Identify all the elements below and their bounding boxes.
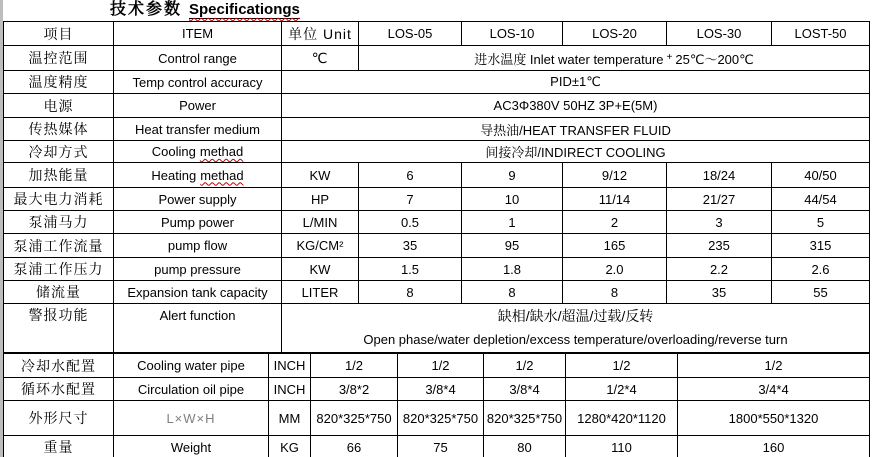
row-label-zh: 电源 <box>4 94 114 118</box>
row-label-en: Pump power <box>114 211 282 234</box>
header-los-05: LOS-05 <box>359 22 462 46</box>
misspelled-word: methad <box>199 144 244 159</box>
row-label-en: Circulation oil pipe <box>114 378 269 401</box>
value-cell: 1/2 <box>398 354 484 378</box>
header-los-10: LOS-10 <box>462 22 563 46</box>
value-cell: 6 <box>359 163 462 188</box>
spec-table-upper <box>3 21 870 353</box>
unit-cell: KG/CM² <box>282 234 359 258</box>
page-title <box>110 0 300 21</box>
row-label-zh: 最大电力消耗 <box>4 188 114 211</box>
header-item-zh: 项目 <box>4 22 114 46</box>
row-label-en: Cooling methad <box>114 141 282 163</box>
header-los-20: LOS-20 <box>563 22 667 46</box>
row-circulation-oil-pipe <box>4 378 870 401</box>
range-values: 25℃～200℃ <box>675 51 754 67</box>
value-cell: 5 <box>772 211 870 234</box>
row-control-range <box>4 46 870 71</box>
alert-line-en: Open phase/water depletion/excess temperature/overloading/reverse turn <box>363 332 788 347</box>
value-cell: 18/24 <box>667 163 772 188</box>
value-cell: 820*325*750 <box>484 401 566 436</box>
row-label-zh: 传热媒体 <box>4 118 114 141</box>
row-temp-accuracy <box>4 71 870 94</box>
row-power-source <box>4 94 870 118</box>
value-cell: 2.2 <box>667 258 772 281</box>
header-los-30: LOS-30 <box>667 22 772 46</box>
row-label-en: Alert function <box>114 304 282 353</box>
row-label-en: Power supply <box>114 188 282 211</box>
row-pump-power <box>4 211 870 234</box>
unit-cell: KW <box>282 258 359 281</box>
value-cell: 2.0 <box>563 258 667 281</box>
value-cell: 66 <box>311 436 398 457</box>
unit-cell: KG <box>269 436 311 457</box>
row-label-zh: 循环水配置 <box>4 378 114 401</box>
row-label-en: pump flow <box>114 234 282 258</box>
title-english: Specificationgs <box>189 1 300 18</box>
value-cell: 1/2 <box>484 354 566 378</box>
row-pump-pressure <box>4 258 870 281</box>
value-cell: 8 <box>359 281 462 304</box>
value-cell: 2.6 <box>772 258 870 281</box>
merged-value-cell: AC3Φ380V 50HZ 3P+E(5M) <box>282 94 870 118</box>
value-cell: 8 <box>462 281 563 304</box>
value-cell: 110 <box>566 436 678 457</box>
misspelled-word: methad <box>200 167 244 183</box>
row-label-zh: 泵浦马力 <box>4 211 114 234</box>
row-label-zh: 外形尺寸 <box>4 401 114 436</box>
value-cell: 8 <box>563 281 667 304</box>
row-label-en: Weight <box>114 436 269 457</box>
row-label-en: Control range <box>114 46 282 71</box>
row-heating-capacity <box>4 163 870 188</box>
value-cell: 0.5 <box>359 211 462 234</box>
value-cell: 3/8*4 <box>398 378 484 401</box>
header-item-en: ITEM <box>114 22 282 46</box>
row-label-en: Expansion tank capacity <box>114 281 282 304</box>
row-label-zh: 温控范围 <box>4 46 114 71</box>
header-row <box>4 22 870 46</box>
spec-table <box>3 21 870 457</box>
value-cell: 11/14 <box>563 188 667 211</box>
header-lost-50: LOST-50 <box>772 22 870 46</box>
value-cell: 820*325*750 <box>398 401 484 436</box>
row-alert-function <box>4 304 870 353</box>
merged-value-cell: 间接冷却/INDIRECT COOLING <box>282 141 870 163</box>
title-chinese: 技术参数 <box>110 1 183 18</box>
row-label-en: Cooling water pipe <box>114 354 269 378</box>
value-cell: 1/2 <box>678 354 870 378</box>
row-label-en: Heating methad <box>114 163 282 188</box>
value-cell: 9/12 <box>563 163 667 188</box>
value-cell: 2 <box>563 211 667 234</box>
superscript-plus: + <box>666 51 673 63</box>
unit-cell: ℃ <box>282 46 359 71</box>
value-cell: 1/2*4 <box>566 378 678 401</box>
value-cell: 35 <box>359 234 462 258</box>
row-label-en: L×W×H <box>114 401 269 436</box>
row-label-zh: 重量 <box>4 436 114 457</box>
alert-line-zh: 缺相/缺水/超温/过载/反转 <box>497 308 654 324</box>
value-cell: 315 <box>772 234 870 258</box>
unit-cell: MM <box>269 401 311 436</box>
value-cell: 7 <box>359 188 462 211</box>
value-cell: 820*325*750 <box>311 401 398 436</box>
value-cell: 160 <box>678 436 870 457</box>
spec-table-lower <box>3 353 870 457</box>
row-label-en: Heat transfer medium <box>114 118 282 141</box>
header-unit: 单位 Unit <box>282 22 359 46</box>
unit-cell: KW <box>282 163 359 188</box>
row-label-zh: 冷却水配置 <box>4 354 114 378</box>
row-weight <box>4 436 870 457</box>
row-dimensions <box>4 401 870 436</box>
value-cell: 1800*550*1320 <box>678 401 870 436</box>
row-heat-transfer-medium <box>4 118 870 141</box>
row-pump-flow <box>4 234 870 258</box>
unit-cell: INCH <box>269 378 311 401</box>
value-cell: 55 <box>772 281 870 304</box>
value-cell: 1/2 <box>566 354 678 378</box>
value-cell: 9 <box>462 163 563 188</box>
value-cell: 80 <box>484 436 566 457</box>
row-label-en: Power <box>114 94 282 118</box>
value-cell: 235 <box>667 234 772 258</box>
row-label-zh: 温度精度 <box>4 71 114 94</box>
value-cell: 95 <box>462 234 563 258</box>
value-cell: 44/54 <box>772 188 870 211</box>
unit-cell: L/MIN <box>282 211 359 234</box>
value-cell: 3/8*2 <box>311 378 398 401</box>
merged-value-cell <box>359 46 870 71</box>
value-cell: 10 <box>462 188 563 211</box>
merged-value-cell <box>282 304 870 353</box>
row-label-zh: 泵浦工作流量 <box>4 234 114 258</box>
row-label-zh: 储流量 <box>4 281 114 304</box>
range-text: 进水温度 Inlet water temperature <box>474 51 664 67</box>
value-cell: 1 <box>462 211 563 234</box>
value-cell: 1/2 <box>311 354 398 378</box>
unit-cell: INCH <box>269 354 311 378</box>
value-cell: 1.5 <box>359 258 462 281</box>
row-label-en: Temp control accuracy <box>114 71 282 94</box>
row-label-zh: 加热能量 <box>4 163 114 188</box>
row-label-en: pump pressure <box>114 258 282 281</box>
row-power-supply <box>4 188 870 211</box>
row-cooling-method <box>4 141 870 163</box>
value-cell: 35 <box>667 281 772 304</box>
value-cell: 3/8*4 <box>484 378 566 401</box>
row-tank-capacity <box>4 281 870 304</box>
value-cell: 40/50 <box>772 163 870 188</box>
unit-cell: HP <box>282 188 359 211</box>
value-cell: 21/27 <box>667 188 772 211</box>
merged-value-cell: PID±1℃ <box>282 71 870 94</box>
value-cell: 75 <box>398 436 484 457</box>
value-cell: 1.8 <box>462 258 563 281</box>
value-cell: 3 <box>667 211 772 234</box>
row-label-zh: 冷却方式 <box>4 141 114 163</box>
merged-value-cell: 导热油/HEAT TRANSFER FLUID <box>282 118 870 141</box>
value-cell: 165 <box>563 234 667 258</box>
row-label-zh: 警报功能 <box>4 304 114 353</box>
unit-cell: LITER <box>282 281 359 304</box>
value-cell: 1280*420*1120 <box>566 401 678 436</box>
row-label-zh: 泵浦工作压力 <box>4 258 114 281</box>
value-cell: 3/4*4 <box>678 378 870 401</box>
row-cooling-water-pipe <box>4 354 870 378</box>
